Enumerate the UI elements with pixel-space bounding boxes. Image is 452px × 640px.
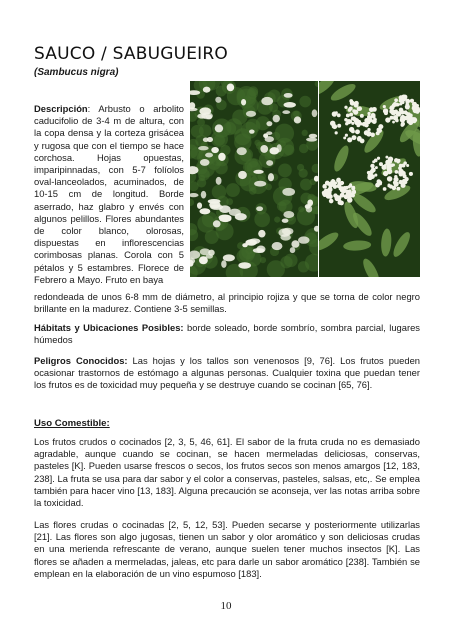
page-title: SAUCO / SABUGUEIRO	[34, 44, 228, 64]
description-continuation: redondeada de unos 6-8 mm de diámetro, al principio rojiza y que se torna de color negro brillante en la madurez. Contiene 3-5 semillas.	[34, 291, 420, 315]
dangers-label: Peligros Conocidos:	[34, 355, 128, 366]
dangers-text: Las hojas y los tallos son venenosos [9, 76]. Los frutos pueden ocasionar trastornos de estómago a algunas personas. Cualquier toxina que puedan tener los frutos es de toxicidad muy pequeña y se destruye cuando se cocinan [65, 76].	[34, 355, 421, 391]
flower-closeup-photo	[319, 81, 420, 277]
shrub-photo	[190, 81, 318, 277]
habitats-paragraph	[34, 322, 420, 346]
description-text: : Arbusto o arbolito caducifolio de 3-4 m de altura, con la copa densa y la corteza grisácea y rugosa que con el tiempo se hace corchosa. Hojas opuestas, imparipinnadas, con 5-7 folíolos oval-lanceolados, acuminados, de 10-15 cm de longitud. Borde aserrado, haz glabro y envés con algunos pelillos. Flores abundantes de color blanco, olorosas, dispuestas en inflorescencias corimbosas planas. Corola con 5 pétalos y 5 estambres. Florece de Febrero a Mayo. Fruto en baya	[34, 103, 184, 285]
description-label: Descripción	[34, 103, 88, 114]
description-paragraph	[34, 103, 184, 286]
edible-heading: Uso Comestible:	[34, 418, 110, 429]
dangers-paragraph	[34, 355, 420, 392]
page-number: 10	[220, 600, 232, 612]
habitats-label: Hábitats y Ubicaciones Posibles:	[34, 322, 184, 333]
edible-paragraph-flowers: Las flores crudas o cocinadas [2, 5, 12, 53]. Pueden secarse y posteriormente utilizarlas [21]. Las flores son algo jugosas, tienen un sabor y olor aromático y son deliciosas crudas en una merienda refrescante de verano, aunque suelen tener muchos insectos [K]. Las flores se añaden a mermeladas, jaleas, etc para darle un sabor aromático [238]. También se emplean en la elaboración de un vino espumoso [183].	[34, 519, 420, 579]
edible-paragraph-fruits: Los frutos crudos o cocinados [2, 3, 5, 46, 61]. El sabor de la fruta cruda no es demasiado agradable, aunque cuando se cocinan, se hacen mermeladas deliciosas, conservas, pasteles [K]. Pueden usarse frescos o secos, los frutos secos son menos amargos [12, 183, 238]. La fruta se usa para dar sabor y el color a conservas, pasteles, salsas, etc,. Se emplea también para hacer vino [13, 183]. Alguna precaución se aconseja, ver las notas arriba sobre la toxicidad.	[34, 436, 420, 509]
habitats-text: borde soleado, borde sombrío, sombra parcial, lugares húmedos	[34, 322, 420, 346]
scientific-name: (Sambucus nigra)	[34, 67, 119, 78]
